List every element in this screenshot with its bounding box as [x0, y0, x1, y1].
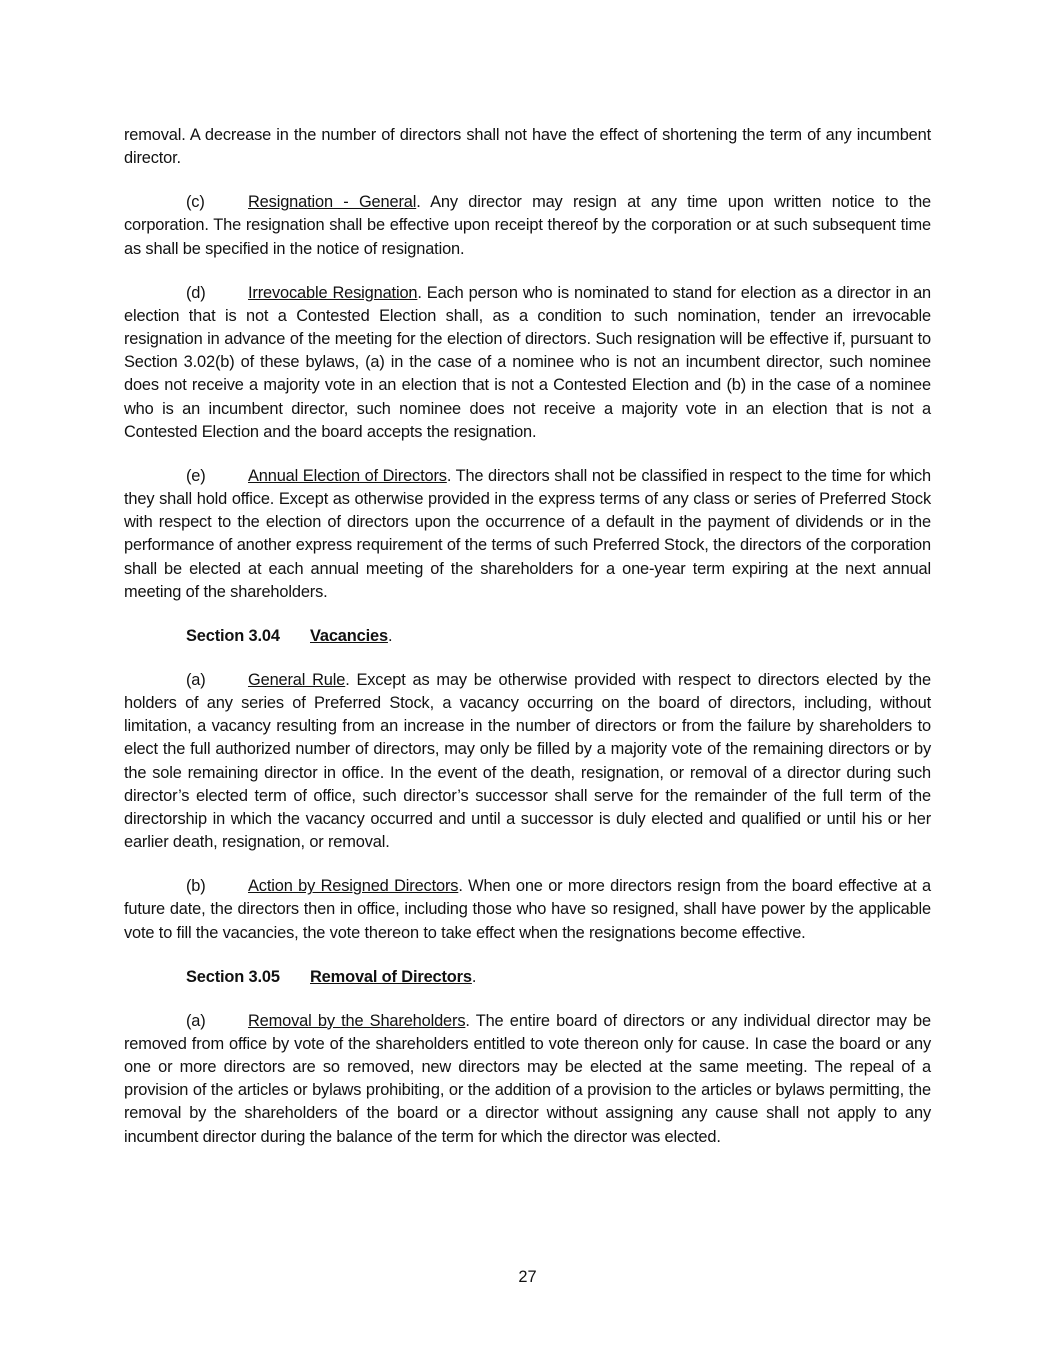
paragraph-text: . When one or more directors resign from the board effective at a future date, the directors then in office, including those who have so resigned, shall have power by the applicable vote to fill the vacancies, the vote thereon to take effect when the resignations become effective. [124, 877, 931, 942]
paragraph-title: Removal by the Shareholders [248, 1011, 466, 1030]
paragraph-title: Annual Election of Directors [248, 466, 447, 485]
paragraph-304a [124, 669, 931, 855]
paragraph-305a [124, 1010, 931, 1149]
paragraph-title: Irrevocable Resignation [248, 283, 418, 302]
paragraph-label: (e) [186, 466, 206, 485]
paragraph-303c [124, 191, 931, 261]
paragraph-label: (d) [186, 283, 206, 302]
paragraph-304b [124, 875, 931, 945]
document-page [124, 124, 931, 1170]
paragraph-label: (b) [186, 877, 206, 896]
paragraph-text: . Each person who is nominated to stand for election as a director in an election that is not a Contested Election shall, as a condition to such nomination, tender an irrevocable resignation in advance of the meeting for the election of directors. Such resignation will be effective if, pursuant to Section 3.02(b) of these bylaws, (a) in the case of a nominee who is not an incumbent director, such nominee does not receive a majority vote in an election that is not a Contested Election and (b) in the case of a nominee who is an incumbent director, such nominee does not receive a majority vote in an election that is not a Contested Election and the board accepts the resignation. [124, 283, 931, 441]
section-title: Vacancies [310, 626, 388, 645]
paragraph-text: . Any director may resign at any time upon written notice to the corporation. The resignation shall be effective upon receipt thereof by the corporation or at such subsequent time as shall be specified in the notice of resignation. [124, 193, 931, 258]
paragraph-title: Resignation - General [248, 193, 417, 212]
section-heading-304 [124, 625, 931, 648]
paragraph-text: . The directors shall not be classified in respect to the time for which they shall hold office. Except as otherwise provided in the express terms of any class or series of Preferred Stock with respect to the election of directors upon the occurrence of a default in the payment of dividends or in the performance of another express requirement of the terms of such Preferred Stock, the directors of the corporation shall be elected at each annual meeting of the shareholders for a one-year term expiring at the next annual meeting of the shareholders. [124, 466, 931, 601]
section-period: . [387, 626, 393, 645]
paragraph-label: (a) [186, 670, 206, 689]
paragraph-title: Action by Resigned Directors [248, 877, 459, 896]
page-number: 27 [518, 1268, 537, 1286]
intro-text: removal. A decrease in the number of directors shall not have the effect of shortening the term of any incumbent director. [124, 126, 931, 168]
section-number: Section 3.05 [186, 967, 280, 986]
paragraph-label: (c) [186, 193, 205, 212]
section-number: Section 3.04 [186, 626, 280, 645]
paragraph-text: . The entire board of directors or any individual director may be removed from office by vote of the shareholders entitled to vote thereon only for cause. In case the board or any one or more directors are so removed, new directors may be elected at the same meeting. The repeal of a provision of the articles or bylaws prohibiting, or the addition of a provision to the articles or bylaws permitting, the removal by the shareholders of the board or a director without assigning any cause shall not apply to any incumbent director during the balance of the term for which the director was elected. [124, 1011, 931, 1146]
section-period: . [471, 967, 477, 986]
intro-paragraph [124, 124, 931, 170]
paragraph-title: General Rule [248, 670, 346, 689]
paragraph-label: (a) [186, 1011, 206, 1030]
paragraph-303e [124, 465, 931, 604]
section-title: Removal of Directors [310, 967, 472, 986]
paragraph-303d [124, 282, 931, 444]
paragraph-text: . Except as may be otherwise provided with respect to directors elected by the holders of any series of Preferred Stock, a vacancy occurring on the board of directors, including, without limitation, a vacancy resulting from an increase in the number of directors or from the failure by shareholders to elect the full authorized number of directors, may only be filled by a majority vote of the remaining directors or by the sole remaining director in office. In the event of the death, resignation, or removal of a director during such director’s elected term of office, such director’s successor shall serve for the remainder of the full term of the directorship in which the vacancy occurred and until a successor is duly elected and qualified or until his or her earlier death, resignation, or removal. [124, 670, 931, 852]
section-heading-305 [124, 966, 931, 989]
